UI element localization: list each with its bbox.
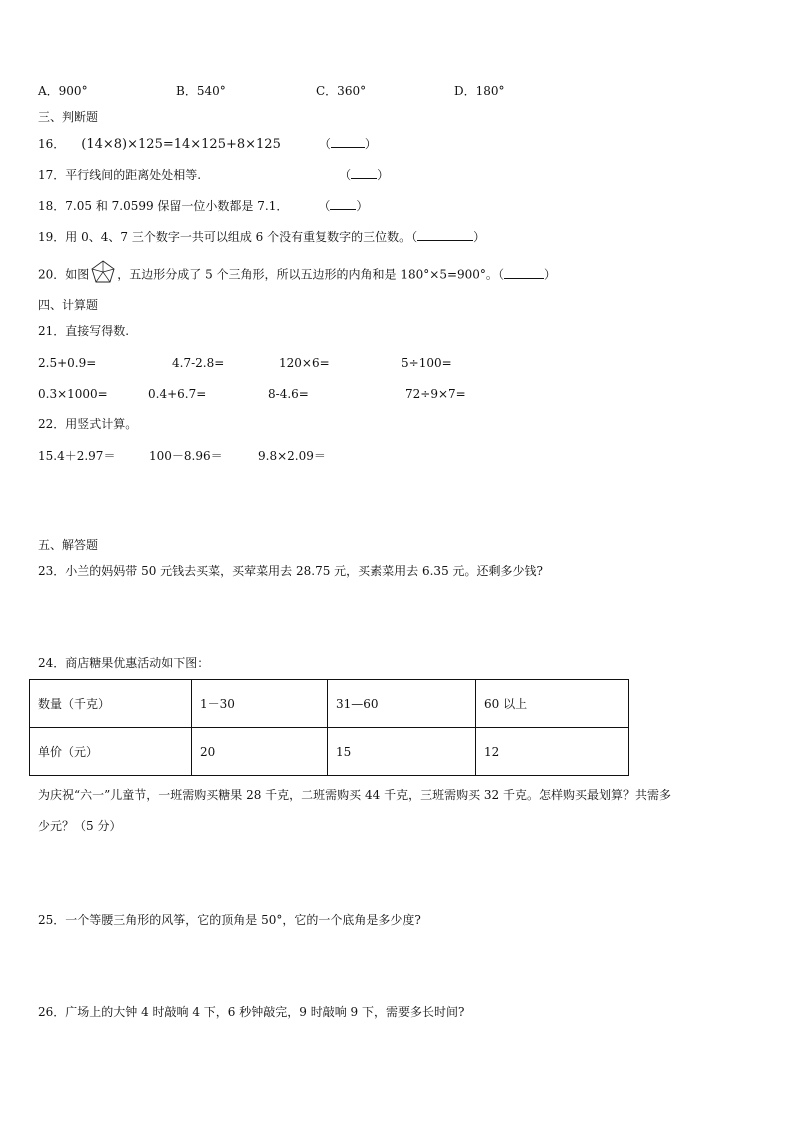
q15-option-a: A．900° [38, 84, 88, 98]
q16-paren-close: ） [364, 137, 377, 151]
q21-item: 8-4.6= [268, 387, 309, 401]
pentagon-figure-icon [90, 259, 116, 285]
q20-text-before: 如图 [65, 267, 90, 282]
q15-option-d: D．180° [454, 84, 505, 98]
section4-title: 四、计算题 [38, 298, 99, 312]
q24-number: 24． [38, 656, 66, 670]
table-cell: 20 [192, 728, 328, 776]
q16-text: (14×8)×125=14×125+8×125 [81, 137, 281, 152]
question-18 [38, 198, 368, 214]
q17-answer-blank[interactable] [351, 167, 377, 179]
q15-option-b: B．540° [176, 84, 226, 98]
q21-number: 21． [38, 324, 66, 338]
q21-item: 72÷9×7= [405, 387, 466, 401]
q17-paren-close: ） [377, 168, 390, 182]
table-cell: 数量（千克） [30, 680, 192, 728]
q21-item: 5÷100= [401, 356, 452, 370]
question-20 [38, 265, 556, 285]
q26-text: 广场上的大钟 4 时敲响 4 下，6 秒钟敲完，9 时敲响 9 下，需要多长时间? [65, 1005, 465, 1019]
q25-number: 25． [38, 913, 66, 927]
q21-item: 120×6= [279, 356, 330, 370]
q26-number: 26． [38, 1005, 66, 1019]
table-row [30, 680, 629, 728]
q23-text: 小兰的妈妈带 50 元钱去买菜，买荤菜用去 28.75 元，买素菜用去 6.35 元。还剩多少钱? [65, 564, 543, 578]
q24-question-line1: 为庆祝“六一”儿童节，一班需购买糖果 28 千克，二班需购买 44 千克，三班需购买 32 千克。怎样购买最划算？共需多 [38, 788, 671, 802]
q20-text-after: ，五边形分成了 5 个三角形，所以五边形的内角和是 180°×5=900°。 [117, 267, 498, 282]
question-16 [38, 136, 377, 153]
q21-item: 2.5+0.9= [38, 356, 97, 370]
q16-paren-open: （ [318, 137, 331, 151]
table-cell: 31—60 [328, 680, 476, 728]
question-19 [38, 229, 485, 245]
q19-text: 用 0、4、7 三个数字一共可以组成 6 个没有重复数字的三位数。 [65, 230, 412, 244]
q22-text: 用竖式计算。 [65, 417, 138, 431]
question-22 [38, 416, 137, 432]
q19-answer-blank[interactable] [417, 229, 473, 241]
table-cell: 60 以上 [476, 680, 629, 728]
q18-answer-blank[interactable] [330, 198, 356, 210]
q19-paren-open: （ [411, 230, 418, 244]
question-24 [38, 655, 209, 671]
question-23 [38, 563, 543, 579]
q17-text: 平行线间的距离处处相等. [65, 168, 202, 182]
q19-paren-close: ） [473, 230, 486, 244]
q21-item: 0.4+6.7= [148, 387, 207, 401]
section3-title: 三、判断题 [38, 110, 99, 124]
q24-text: 商店糖果优惠活动如下图： [65, 656, 210, 670]
q21-item: 0.3×1000= [38, 387, 108, 401]
q18-text: 7.05 和 7.0599 保留一位小数都是 7.1． [65, 199, 289, 213]
q23-number: 23． [38, 564, 66, 578]
table-cell: 12 [476, 728, 629, 776]
q24-question-line2: 少元？（5 分） [38, 819, 122, 833]
q17-number: 17． [38, 168, 66, 182]
q16-number: 16． [38, 137, 66, 151]
q18-paren-open: （ [318, 199, 331, 213]
q21-text: 直接写得数. [65, 324, 130, 338]
q17-paren-open: （ [339, 168, 352, 182]
q25-text: 一个等腰三角形的风筝，它的顶角是 50°，它的一个底角是多少度? [65, 913, 421, 927]
q20-paren-close: ） [543, 267, 556, 282]
q22-number: 22． [38, 417, 66, 431]
table-cell: 1－30 [192, 680, 328, 728]
question-25 [38, 912, 421, 928]
q22-item: 100－8.96＝ [149, 449, 223, 463]
q22-item: 15.4＋2.97＝ [38, 449, 116, 463]
q18-number: 18． [38, 199, 66, 213]
price-table [29, 679, 629, 776]
q22-item: 9.8×2.09＝ [258, 449, 326, 463]
q20-number: 20． [38, 267, 66, 282]
section5-title: 五、解答题 [38, 538, 99, 552]
question-17 [38, 167, 389, 183]
table-cell: 15 [328, 728, 476, 776]
table-cell: 单价（元） [30, 728, 192, 776]
q21-item: 4.7-2.8= [172, 356, 225, 370]
q16-answer-blank[interactable] [331, 136, 365, 148]
q19-number: 19． [38, 230, 66, 244]
q20-paren-open: （ [497, 267, 504, 282]
question-26 [38, 1004, 464, 1020]
q18-paren-close: ） [356, 199, 369, 213]
question-21 [38, 323, 129, 339]
q20-answer-blank[interactable] [504, 267, 544, 279]
q15-option-c: C．360° [316, 84, 367, 98]
table-row [30, 728, 629, 776]
